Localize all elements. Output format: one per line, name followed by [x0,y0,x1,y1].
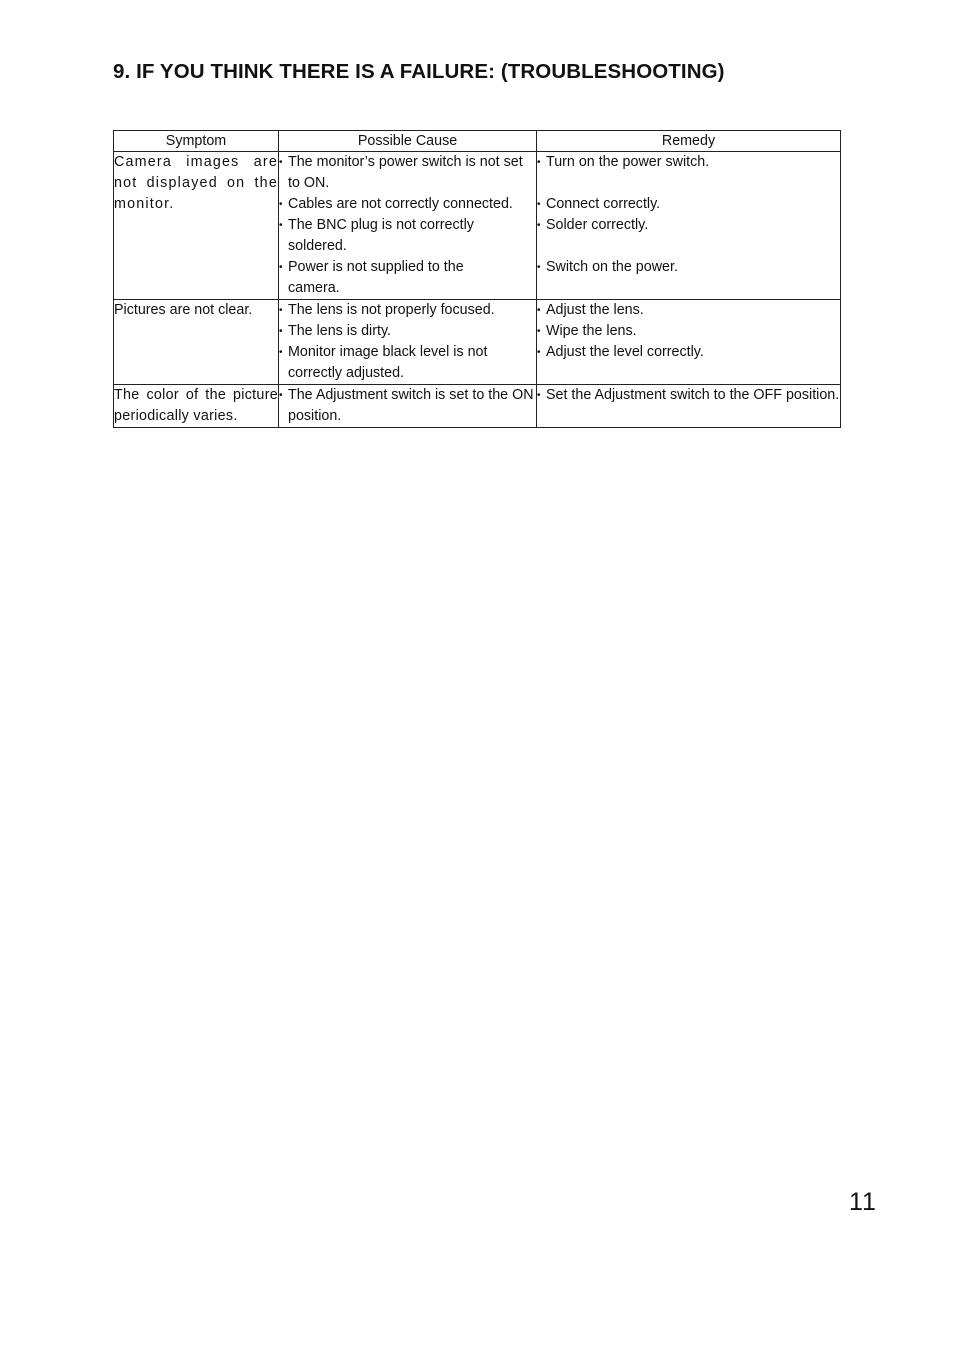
remedy-item: • Adjust the level correctly. [537,342,840,363]
cause-item: • The lens is dirty. [279,321,536,342]
cause-cell [279,152,537,300]
cause-cell [279,300,537,385]
symptom-cell [114,300,279,385]
cause-cell [279,385,537,428]
remedy-item: • Wipe the lens. [537,321,840,342]
table-row [114,385,841,428]
remedy-item: • Set the Adjustment switch to the OFF position. [537,385,840,406]
symptom-cell [114,385,279,428]
remedy-cell [537,385,841,428]
table-header-row [114,131,841,152]
header-symptom: Symptom [114,131,279,152]
remedy-item: • Connect correctly. [537,194,840,215]
troubleshooting-table [113,130,841,428]
cause-item: • The BNC plug is not correctly soldered. [279,215,536,257]
page-number: 11 [849,1188,877,1216]
remedy-item: • Solder correctly. [537,215,840,236]
remedy-item: • Switch on the power. [537,257,840,278]
header-possible-cause: Possible Cause [279,131,537,152]
section-heading: 9. IF YOU THINK THERE IS A FAILURE: (TROUBLESHOOTING) [113,60,725,83]
remedy-item: • Turn on the power switch. [537,152,840,173]
symptom-text: Camera images are not displayed on the monitor. [114,154,278,212]
header-remedy: Remedy [537,131,841,152]
cause-item: • Monitor image black level is not correctly adjusted. [279,342,536,384]
table-row [114,152,841,300]
remedy-cell [537,300,841,385]
cause-item: • The lens is not properly focused. [279,300,536,321]
remedy-cell [537,152,841,300]
symptom-text: The color of the picture periodically varies. [114,387,278,424]
cause-item: • Power is not supplied to the camera. [279,257,536,299]
symptom-cell [114,152,279,300]
table-row [114,300,841,385]
remedy-item: • Adjust the lens. [537,300,840,321]
cause-item: • The Adjustment switch is set to the ON position. [279,385,536,427]
cause-item: • Cables are not correctly connected. [279,194,536,215]
cause-item: • The monitor’s power switch is not set to ON. [279,152,536,194]
symptom-text: Pictures are not clear. [114,302,253,318]
